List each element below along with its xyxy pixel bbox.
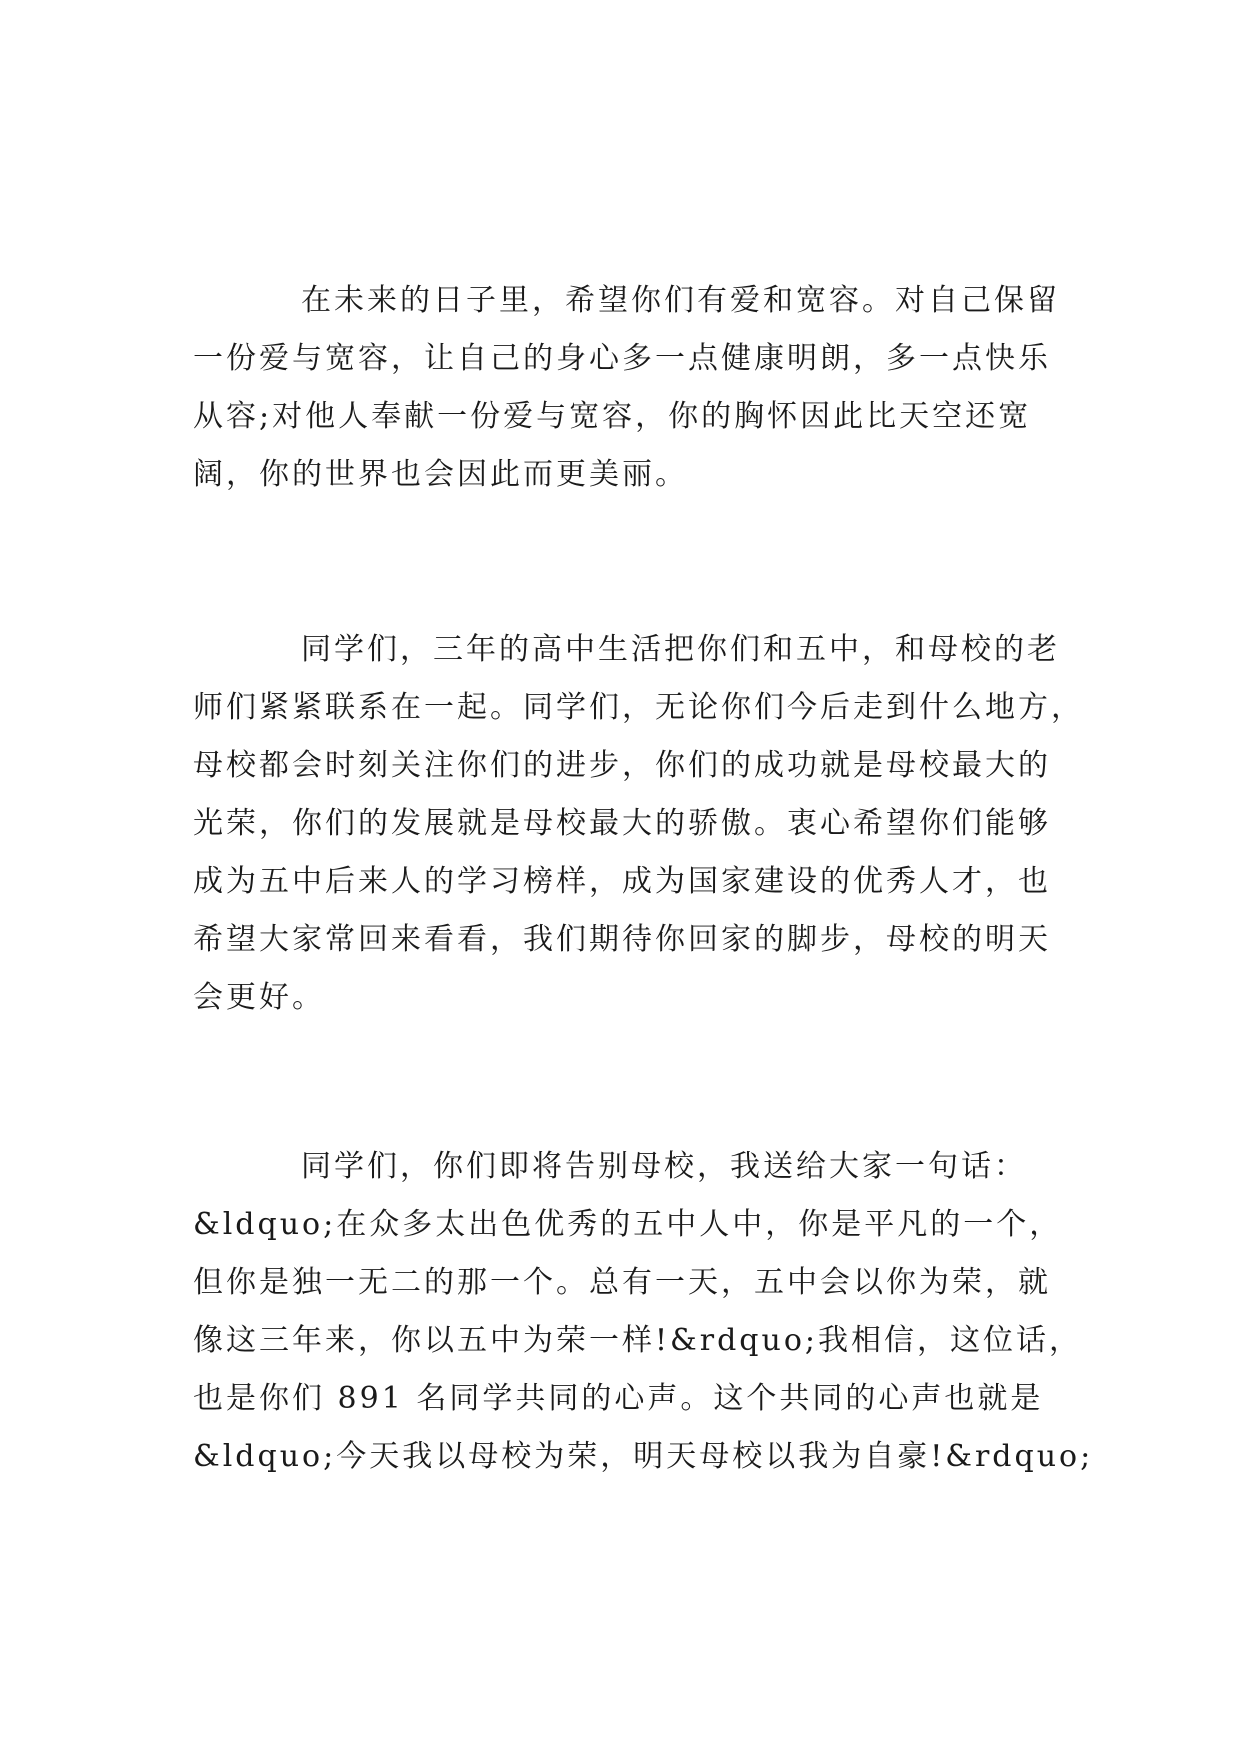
- paragraph-line: 同学们，你们即将告别母校，我送给大家一句话：: [301, 1149, 1027, 1184]
- paragraph-line: 师们紧紧联系在一起。同学们，无论你们今后走到什么地方，: [193, 690, 1084, 725]
- paragraph-line: 阔，你的世界也会因此而更美丽。: [193, 457, 688, 492]
- paragraph-1: [193, 272, 1073, 504]
- paragraph-line: &ldquo;今天我以母校为荣，明天母校以我为自豪!&rdquo;: [193, 1439, 1094, 1474]
- paragraph-line: 但你是独一无二的那一个。总有一天，五中会以你为荣，就: [193, 1265, 1051, 1300]
- paragraph-line: 从容;对他人奉献一份爱与宽容，你的胸怀因此比天空还宽: [193, 399, 1032, 434]
- paragraph-line: 也是你们 891 名同学共同的心声。这个共同的心声也就是: [193, 1381, 1044, 1416]
- paragraph-line: 在未来的日子里，希望你们有爱和宽容。对自己保留: [301, 283, 1060, 318]
- paragraph-line: 成为五中后来人的学习榜样，成为国家建设的优秀人才，也: [193, 864, 1051, 899]
- paragraph-line: 一份爱与宽容，让自己的身心多一点健康明朗，多一点快乐: [193, 341, 1051, 376]
- paragraph-line: 会更好。: [193, 980, 325, 1015]
- paragraph-line: 同学们，三年的高中生活把你们和五中，和母校的老: [301, 632, 1060, 667]
- paragraph-line: 光荣，你们的发展就是母校最大的骄傲。衷心希望你们能够: [193, 806, 1051, 841]
- paragraph-3: [193, 1138, 1094, 1486]
- paragraph-2: [193, 621, 1084, 1027]
- paragraph-line: 像这三年来，你以五中为荣一样!&rdquo;我相信，这位话，: [193, 1323, 1082, 1358]
- paragraph-line: &ldquo;在众多太出色优秀的五中人中，你是平凡的一个，: [193, 1207, 1063, 1242]
- paragraph-line: 希望大家常回来看看，我们期待你回家的脚步，母校的明天: [193, 922, 1051, 957]
- paragraph-line: 母校都会时刻关注你们的进步，你们的成功就是母校最大的: [193, 748, 1051, 783]
